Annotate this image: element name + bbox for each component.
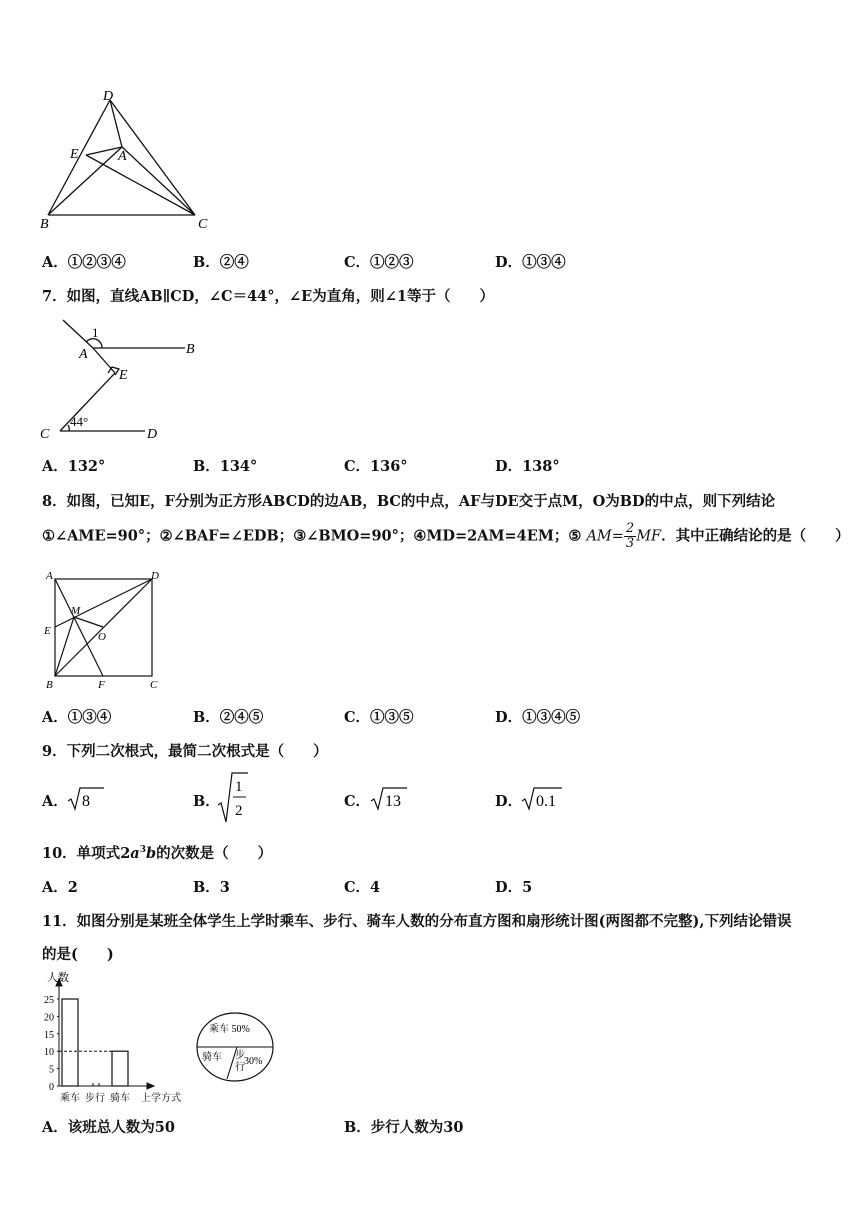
q10-coef: 2 <box>120 845 131 862</box>
pie-label-walk-1: 步 <box>235 1050 245 1061</box>
label-a: A <box>118 149 127 164</box>
q7-stem: 7．如图，直线AB∥CD，∠C＝44°，∠E为直角，则∠1等于（ ） <box>42 288 494 305</box>
q6-option-d[interactable]: D．①③④ <box>495 254 566 271</box>
q11-pie-chart <box>194 1010 276 1084</box>
pie-label-bike: 骑车 <box>202 1052 222 1063</box>
pie-label-walk-2: 行 <box>235 1062 245 1073</box>
chart-ylabel: 人数 <box>47 972 69 984</box>
q7-figure <box>35 315 205 445</box>
q11-option-a[interactable]: A．该班总人数为50 <box>42 1119 175 1136</box>
q7-option-a[interactable]: A．132° <box>42 458 106 475</box>
q8-conclusions-end: ．其中正确结论的是（ ） <box>661 527 850 545</box>
label-f: F <box>98 679 105 691</box>
q6-option-c[interactable]: C．①②③ <box>344 254 414 271</box>
label-c: C <box>150 679 158 691</box>
label-d: D <box>147 427 158 442</box>
q11-stem-line2: 的是( ) <box>42 946 114 963</box>
q10-option-a[interactable]: A．2 <box>42 879 78 896</box>
q9-sqrt-0-1 <box>520 784 564 812</box>
label-e: E <box>44 625 51 637</box>
label-b: B <box>46 679 53 691</box>
q8-frac-den: 3 <box>625 536 635 551</box>
q6-figure <box>30 85 220 235</box>
q9-sqrt-8 <box>66 784 106 812</box>
chart-category-label: 乘车 <box>60 1093 80 1104</box>
label-a: A <box>46 570 53 582</box>
radicand-13: 13 <box>385 793 401 810</box>
label-a: A <box>79 347 88 362</box>
q9-option-d-letter: D． <box>495 793 523 810</box>
q8-fraction <box>624 522 636 551</box>
q8-option-b[interactable]: B．②④⑤ <box>193 709 264 726</box>
pie-label-walk-pct: 30% <box>244 1056 263 1067</box>
chart-category-label: 步行 <box>85 1093 105 1104</box>
q9-option-a-letter: A． <box>42 793 68 810</box>
chart-bar <box>62 999 78 1086</box>
chart-y-tick-label: 25 <box>44 995 54 1006</box>
q9-option-c[interactable] <box>344 790 370 811</box>
q9-sqrt-13 <box>369 784 409 812</box>
label-b: B <box>40 217 49 232</box>
chart-y-tick-label: 10 <box>44 1047 54 1059</box>
label-o: O <box>98 631 106 643</box>
q9-option-d[interactable] <box>495 790 522 811</box>
radicand-1: 1 <box>235 779 243 795</box>
q8-stem: 8．如图，已知E，F分别为正方形ABCD的边AB，BC的中点，AF与DE交于点M，O为BD的中点，则下列结论 <box>42 493 776 510</box>
label-e: E <box>119 368 128 383</box>
q8-option-c[interactable]: C．①③⑤ <box>344 709 414 726</box>
q10-exponent: 3 <box>139 845 146 856</box>
chart-y-tick-label: 0 <box>49 1082 54 1093</box>
q8-option-a[interactable]: A．①③④ <box>42 709 112 726</box>
label-m: M <box>71 605 81 617</box>
chart-y-tick-label: 5 <box>49 1064 54 1076</box>
chart-y-tick-label: 15 <box>44 1029 54 1041</box>
chart-xlabel: 上学方式 <box>141 1093 181 1104</box>
q8-option-d[interactable]: D．①③④⑤ <box>495 709 581 726</box>
q10-stem-pre: 10．单项式 <box>42 845 121 862</box>
label-c: C <box>40 427 50 442</box>
q8-conclusions-text: ①∠AME=90°；②∠BAF=∠EDB；③∠BMO=90°；④MD=2AM=4EM；⑤ <box>42 527 582 545</box>
q9-option-a[interactable] <box>42 790 68 811</box>
q9-sqrt-half <box>216 770 250 824</box>
q6-option-a[interactable]: A．①②③④ <box>42 254 126 271</box>
chart-x-arrow <box>147 1083 154 1089</box>
q9-option-b-letter: B． <box>193 793 220 810</box>
q9-stem: 9．下列二次根式，最简二次根式是（ ） <box>42 743 328 760</box>
q10-option-d[interactable]: D．5 <box>495 879 533 896</box>
q9-option-c-letter: C． <box>344 793 371 810</box>
label-b: B <box>186 342 195 357</box>
label-d: D <box>103 89 114 104</box>
q11-stem-line1: 11．如图分别是某班全体学生上学时乘车、步行、骑车人数的分布直方图和扇形统计图(两图都不完整),下列结论错误 <box>42 913 792 930</box>
q8-am: AM <box>586 528 612 545</box>
q8-frac-num: 2 <box>625 521 635 536</box>
q10-option-b[interactable]: B．3 <box>193 879 230 896</box>
pie-label-bus: 乘车 50% <box>209 1024 250 1035</box>
q8-conclusions <box>42 522 850 551</box>
q11-option-b[interactable]: B．步行人数为30 <box>344 1119 464 1136</box>
q10-stem-post: 的次数是（ ） <box>156 845 273 862</box>
q8-figure <box>38 565 168 693</box>
q8-mf: MF <box>636 528 662 545</box>
label-angle-1: 1 <box>92 325 99 340</box>
q7-option-d[interactable]: D．138° <box>495 458 560 475</box>
q7-option-c[interactable]: C．136° <box>344 458 408 475</box>
q10-var-a: a <box>130 845 140 862</box>
q10-stem <box>42 842 272 863</box>
label-44-degrees: 44° <box>70 414 89 429</box>
radicand-2: 2 <box>235 803 243 819</box>
q10-option-c[interactable]: C．4 <box>344 879 381 896</box>
chart-bar <box>112 1051 128 1086</box>
label-e: E <box>70 147 79 162</box>
chart-y-tick-label: 20 <box>44 1012 54 1024</box>
label-c: C <box>198 217 208 232</box>
q11-bar-chart <box>35 968 185 1108</box>
q7-option-b[interactable]: B．134° <box>193 458 258 475</box>
q6-option-b[interactable]: B．②④ <box>193 254 249 271</box>
radicand-8: 8 <box>82 793 90 810</box>
q8-equals: = <box>611 528 624 545</box>
q10-var-b: b <box>145 845 157 862</box>
radicand-0-1: 0.1 <box>536 793 556 810</box>
label-d: D <box>151 570 159 582</box>
chart-category-label: 骑车 <box>110 1093 130 1104</box>
